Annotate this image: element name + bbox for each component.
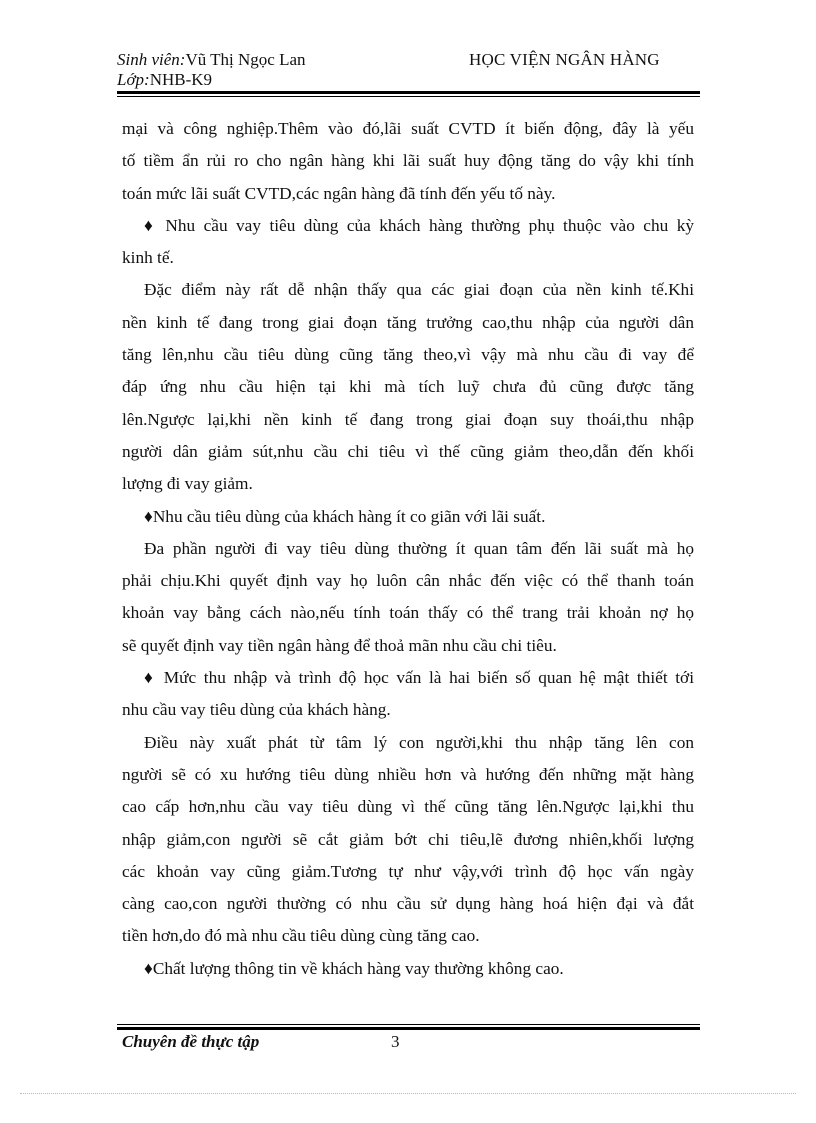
text-line: sẽ quyết định vay tiền ngân hàng để thoả mãn nhu cầu chi tiêu. <box>122 635 557 655</box>
text-line: người dân giảm sút,nhu cầu chi tiêu vì thế cũng giảm theo,dẫn đến khối <box>122 441 694 461</box>
page-header <box>117 50 700 96</box>
class-label: Lớp: <box>117 70 150 89</box>
bullet-line: ♦ Mức thu nhập và trình độ học vấn là hai biến số quan hệ mật thiết tới <box>144 668 694 688</box>
footer-title: Chuyên đề thực tập <box>122 1032 260 1051</box>
student-name: Vũ Thị Ngọc Lan <box>185 50 306 69</box>
bullet-line: ♦Chất lượng thông tin về khách hàng vay thường không cao. <box>144 958 564 978</box>
class-name: NHB-K9 <box>149 70 213 89</box>
class-line <box>117 70 700 90</box>
bullet-line: ♦ Nhu cầu vay tiêu dùng của khách hàng thường phụ thuộc vào chu kỳ <box>144 215 694 235</box>
text-line: phải chịu.Khi quyết định vay họ luôn cân nhắc đến việc có thể thanh toán <box>122 571 694 591</box>
text-line: càng cao,con người thường có nhu cầu sử dụng hàng hoá hiện đại và đắt <box>122 894 694 914</box>
text-line: cao cấp hơn,nhu cầu vay tiêu dùng vì thế cũng tăng lên.Ngược lại,khi thu <box>122 797 694 817</box>
text-line: tăng lên,nhu cầu tiêu dùng cũng tăng theo,vì vậy mà nhu cầu đi vay để <box>122 345 694 365</box>
text-line: nhu cầu vay tiêu dùng của khách hàng. <box>122 700 391 720</box>
text-line: tố tiềm ẩn rủi ro cho ngân hàng khi lãi suất huy động tăng do vậy khi tính <box>122 151 694 171</box>
text-line: Điều này xuất phát từ tâm lý con người,khi thu nhập tăng lên con <box>144 732 694 752</box>
page-edge-divider <box>20 1093 796 1094</box>
text-line: khoản vay bằng cách nào,nếu tính toán thấy có thể trang trải khoản nợ họ <box>122 603 694 623</box>
text-line: đáp ứng nhu cầu hiện tại khi mà tích luỹ chưa đủ cũng được tăng <box>122 377 694 397</box>
footer-rule-thin <box>117 1024 700 1025</box>
text-line: nhập giảm,con người sẽ cắt giảm bớt chi tiêu,lẽ đương nhiên,khối lượng <box>122 829 694 849</box>
header-rule-thick <box>117 91 700 94</box>
text-line: Đa phần người đi vay tiêu dùng thường ít quan tâm đến lãi suất mà họ <box>144 538 694 558</box>
institution-name: HỌC VIỆN NGÂN HÀNG <box>469 50 660 69</box>
page-number: 3 <box>391 1032 400 1051</box>
text-line: Đặc điểm này rất dễ nhận thấy qua các giai đoạn của nền kinh tế.Khi <box>144 280 694 300</box>
text-line: lượng đi vay giảm. <box>122 474 253 494</box>
body-text <box>122 113 694 985</box>
text-line: nền kinh tế đang trong giai đoạn tăng trưởng cao,thu nhập của người dân <box>122 312 694 332</box>
student-label: Sinh viên: <box>117 50 186 69</box>
text-line: kinh tế. <box>122 248 174 268</box>
text-line: mại và công nghiệp.Thêm vào đó,lãi suất CVTD ít biến động, đây là yếu <box>122 119 694 138</box>
bullet-line: ♦Nhu cầu tiêu dùng của khách hàng ít co giãn với lãi suất. <box>144 506 546 526</box>
page-footer <box>122 1032 694 1056</box>
text-line: các khoản vay cũng giảm.Tương tự như vậy,với trình độ học vấn ngày <box>122 861 694 881</box>
header-rule-thin <box>117 96 700 97</box>
text-line: lên.Ngược lại,khi nền kinh tế đang trong giai đoạn suy thoái,thu nhập <box>122 409 694 429</box>
text-line: toán mức lãi suất CVTD,các ngân hàng đã tính đến yếu tố này. <box>122 183 556 203</box>
text-line: tiền hơn,do đó mà nhu cầu tiêu dùng cùng tăng cao. <box>122 926 480 946</box>
text-line: người sẽ có xu hướng tiêu dùng nhiều hơn và hướng đến những mặt hàng <box>122 764 694 784</box>
footer-rule-thick <box>117 1027 700 1030</box>
